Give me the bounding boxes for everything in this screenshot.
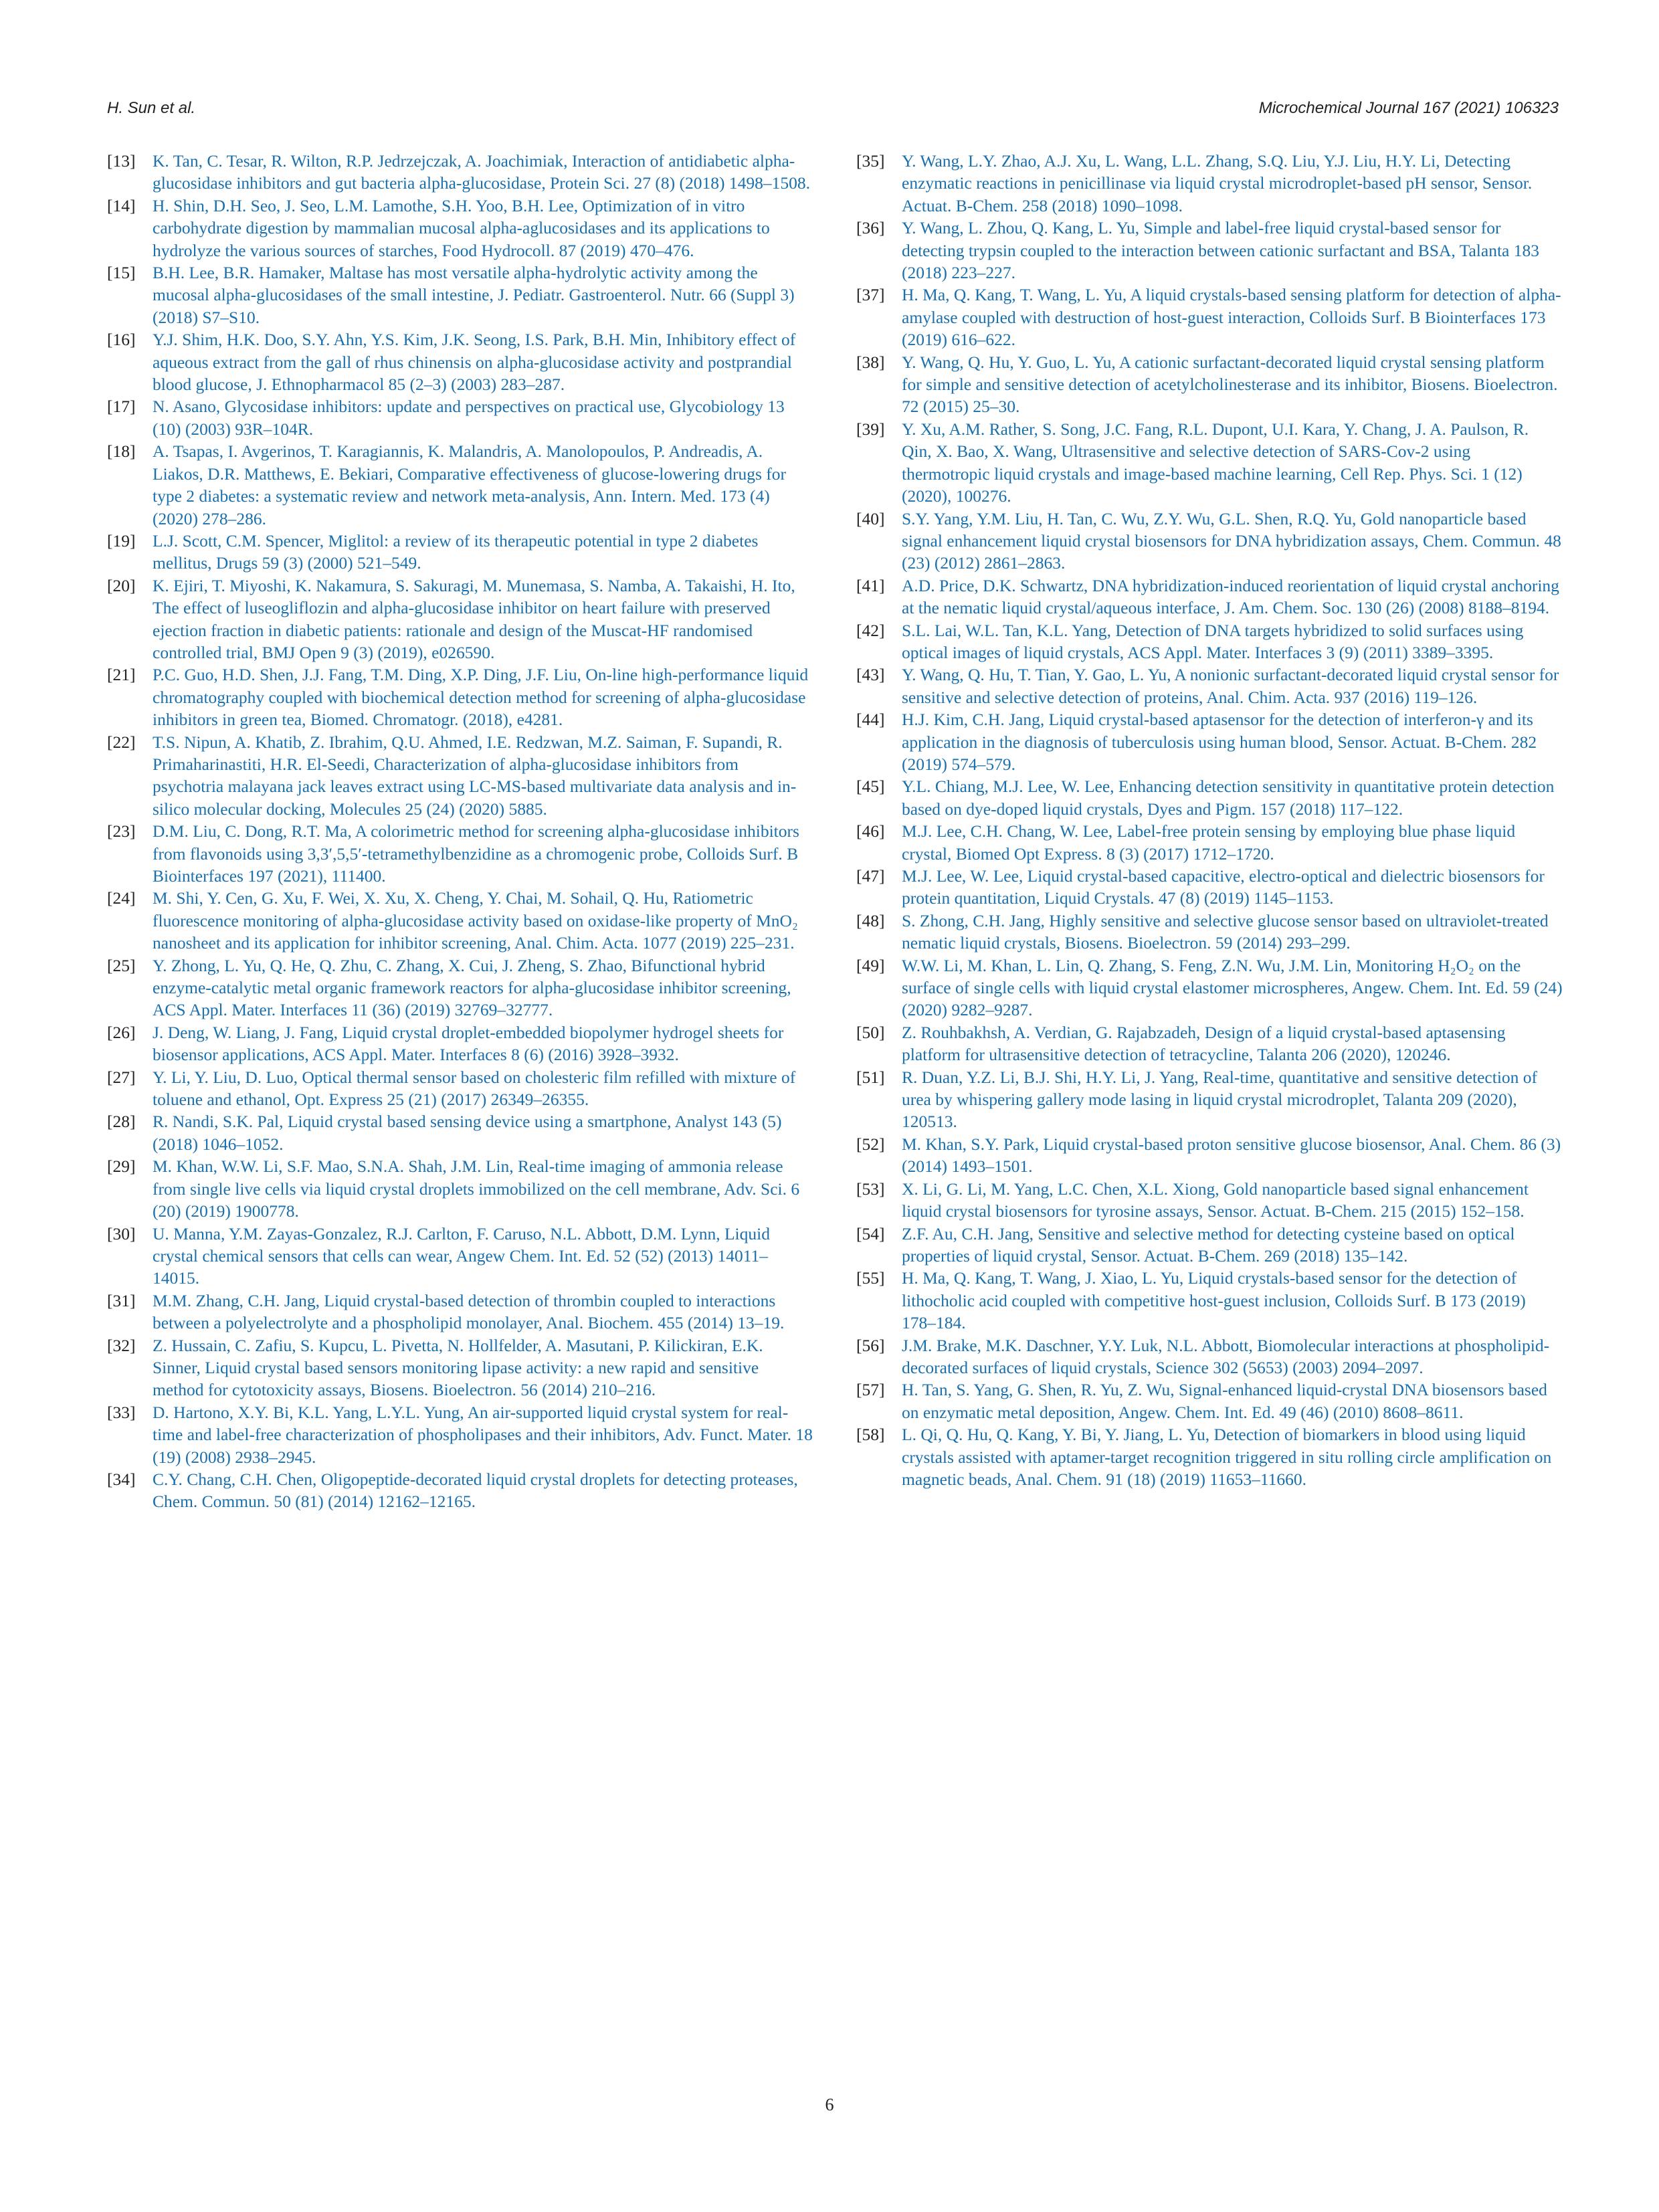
reference-link[interactable]: Z. Rouhbakhsh, A. Verdian, G. Rajabzadeh, Design of a liquid crystal-based aptasensing platform for ultrasensitive detection of tetracycline, Talanta 206 (2020), 120246. — [902, 1022, 1506, 1065]
reference-number: [34] — [107, 1469, 136, 1489]
reference-number: [45] — [856, 777, 885, 797]
reference-number: [43] — [856, 665, 885, 685]
reference-link[interactable]: W.W. Li, M. Khan, L. Lin, Q. Zhang, S. Feng, Z.N. Wu, J.M. Lin, Monitoring H₂O₂ on the surface of single cells with liquid crystal elastomer microspheres, Angew. Chem. Int. Ed. 59 (24) (2020) 9282–9287. — [902, 955, 1563, 1020]
reference-number: [57] — [856, 1380, 885, 1400]
reference-entry — [107, 150, 813, 195]
reference-link[interactable]: J. Deng, W. Liang, J. Fang, Liquid crystal droplet-embedded biopolymer hydrogel sheets for biosensor applications, ACS Appl. Mater. Interfaces 8 (6) (2016) 3928–3932. — [153, 1022, 784, 1065]
reference-link[interactable]: B.H. Lee, B.R. Hamaker, Maltase has most versatile alpha-hydrolytic activity among the mucosal alpha-glucosidases of the small intestine, J. Pediatr. Gastroenterol. Nutr. 66 (Suppl 3) (2018) S7–S10. — [153, 263, 795, 327]
reference-link[interactable]: D.M. Liu, C. Dong, R.T. Ma, A colorimetric method for screening alpha-glucosidase inhibitors from flavonoids using 3,3′,5,5′-tetramethylbenzidine as a chromogenic probe, Colloids Surf. B Biointerfaces 197 (2021), 111400. — [153, 821, 799, 886]
reference-number: [31] — [107, 1290, 136, 1310]
reference-entry — [856, 1423, 1563, 1490]
reference-number: [49] — [856, 955, 885, 975]
reference-link[interactable]: H. Ma, Q. Kang, T. Wang, J. Xiao, L. Yu, Liquid crystals-based sensor for the detection of lithocholic acid coupled with competitive host-guest inclusion, Colloids Surf. B 173 (2019) 178–184. — [902, 1268, 1526, 1333]
reference-link[interactable]: M. Khan, S.Y. Park, Liquid crystal-based proton sensitive glucose biosensor, Anal. Chem. 86 (3) (2014) 1493–1501. — [902, 1134, 1561, 1177]
reference-link[interactable]: Z.F. Au, C.H. Jang, Sensitive and selective method for detecting cysteine based on optical properties of liquid crystal, Sensor. Actuat. B-Chem. 269 (2018) 135–142. — [902, 1223, 1515, 1266]
running-head-authors: H. Sun et al. — [107, 99, 196, 117]
reference-number: [29] — [107, 1157, 136, 1177]
reference-link[interactable]: A.D. Price, D.K. Schwartz, DNA hybridization-induced reorientation of liquid crystal anchoring at the nematic liquid crystal/aqueous interface, J. Am. Chem. Soc. 130 (26) (2008) 8188–8194. — [902, 575, 1559, 618]
reference-entry — [856, 508, 1563, 575]
reference-link[interactable]: N. Asano, Glycosidase inhibitors: update and perspectives on practical use, Glycobiology 13 (10) (2003) 93R–104R. — [153, 397, 785, 439]
reference-number: [50] — [856, 1022, 885, 1042]
reference-number: [14] — [107, 195, 136, 215]
reference-entry — [107, 1155, 813, 1222]
reference-link[interactable]: S.L. Lai, W.L. Tan, K.L. Yang, Detection of DNA targets hybridized to solid surfaces using optical images of liquid crystals, ACS Appl. Mater. Interfaces 3 (9) (2011) 3389–3395. — [902, 620, 1524, 662]
reference-entry — [107, 1110, 813, 1155]
reference-link[interactable]: A. Tsapas, I. Avgerinos, T. Karagiannis, K. Malandris, A. Manolopoulos, P. Andreadis, A. Liakos, D.R. Matthews, E. Bekiari, Comparative effectiveness of glucose-lowering drugs for type 2 diabetes: a systematic review and network meta-analysis, Ann. Intern. Med. 173 (4) (2020) 278–286. — [153, 441, 787, 528]
reference-entry — [856, 910, 1563, 954]
reference-entry — [856, 150, 1563, 217]
reference-entry — [856, 619, 1563, 664]
reference-number: [54] — [856, 1223, 885, 1243]
reference-link[interactable]: X. Li, G. Li, M. Yang, L.C. Chen, X.L. Xiong, Gold nanoparticle based signal enhancement liquid crystal biosensors for tyrosine assays, Sensor. Actuat. B-Chem. 215 (2015) 152–158. — [902, 1179, 1529, 1221]
reference-number: [48] — [856, 910, 885, 930]
reference-entry — [856, 954, 1563, 1021]
reference-entry — [107, 1223, 813, 1290]
reference-entry — [107, 1468, 813, 1513]
reference-number: [58] — [856, 1425, 885, 1445]
reference-number: [35] — [856, 151, 885, 171]
reference-entry — [856, 575, 1563, 619]
reference-entry — [107, 887, 813, 954]
references-right-column — [856, 150, 1563, 1490]
running-head — [107, 99, 1559, 118]
reference-entry — [856, 1334, 1563, 1379]
reference-link[interactable]: L. Qi, Q. Hu, Q. Kang, Y. Bi, Y. Jiang, L. Yu, Detection of biomarkers in blood using liquid crystals assisted with aptamer-target recognition triggered in situ rolling circle amplification on magnetic beads, Anal. Chem. 91 (18) (2019) 11653–11660. — [902, 1425, 1552, 1489]
reference-number: [25] — [107, 955, 136, 975]
reference-number: [46] — [856, 821, 885, 841]
reference-entry — [856, 1223, 1563, 1268]
reference-link[interactable]: H. Ma, Q. Kang, T. Wang, L. Yu, A liquid crystals-based sensing platform for detection of alpha-amylase coupled with destruction of host-guest interaction, Colloids Surf. B Biointerfaces 173 (2019) 616–622. — [902, 285, 1561, 350]
reference-entry — [856, 708, 1563, 775]
reference-link[interactable]: Y. Wang, Q. Hu, T. Tian, Y. Gao, L. Yu, A nonionic surfactant-decorated liquid crystal sensor for sensitive and selective detection of proteins, Anal. Chim. Acta. 937 (2016) 119–126. — [902, 665, 1559, 707]
reference-number: [23] — [107, 821, 136, 841]
reference-entry — [856, 1066, 1563, 1133]
reference-number: [55] — [856, 1268, 885, 1288]
reference-link[interactable]: H.J. Kim, C.H. Jang, Liquid crystal-based aptasensor for the detection of interferon-γ and its application in the diagnosis of tuberculosis using human blood, Sensor. Actuat. B-Chem. 282 (2019) 574–579. — [902, 710, 1537, 774]
reference-number: [33] — [107, 1402, 136, 1422]
reference-entry — [107, 820, 813, 887]
reference-entry — [107, 328, 813, 395]
reference-link[interactable]: J.M. Brake, M.K. Daschner, Y.Y. Luk, N.L. Abbott, Biomolecular interactions at phospholipid-decorated surfaces of liquid crystals, Science 302 (5653) (2003) 2094–2097. — [902, 1335, 1550, 1377]
reference-number: [28] — [107, 1112, 136, 1132]
reference-number: [27] — [107, 1067, 136, 1087]
reference-link[interactable]: Y. Wang, Q. Hu, Y. Guo, L. Yu, A cationic surfactant-decorated liquid crystal sensing platform for simple and sensitive detection of acetylcholinesterase and its inhibitor, Biosens. Bioelectron. 72 (2015) 25–30. — [902, 352, 1558, 417]
reference-entry — [856, 284, 1563, 350]
reference-entry — [107, 1066, 813, 1111]
reference-number: [56] — [856, 1335, 885, 1355]
reference-entry — [107, 664, 813, 730]
running-head-journal: Microchemical Journal 167 (2021) 106323 — [1258, 99, 1559, 117]
reference-link[interactable]: M.J. Lee, C.H. Chang, W. Lee, Label-free protein sensing by employing blue phase liquid crystal, Biomed Opt Express. 8 (3) (2017) 1712–1720. — [902, 821, 1516, 864]
reference-number: [17] — [107, 397, 136, 417]
reference-entry — [107, 575, 813, 664]
reference-link[interactable]: K. Ejiri, T. Miyoshi, K. Nakamura, S. Sakuragi, M. Munemasa, S. Namba, A. Takaishi, H. Ito, The effect of luseogliflozin and alpha-glucosidase inhibitor on heart failure with preserved ejection fraction in diabetic patients: rationale and design of the Muscat-HF randomised controlled trial, BMJ Open 9 (3) (2019), e026590. — [153, 575, 795, 662]
reference-link[interactable]: Y. Wang, L.Y. Zhao, A.J. Xu, L. Wang, L.L. Zhang, S.Q. Liu, Y.J. Liu, H.Y. Li, Detecting enzymatic reactions in penicillinase via liquid crystal microdroplet-based pH sensor, Sensor. Actuat. B-Chem. 258 (2018) 1090–1098. — [902, 151, 1533, 215]
reference-entry — [107, 530, 813, 575]
reference-link[interactable]: M. Khan, W.W. Li, S.F. Mao, S.N.A. Shah, J.M. Lin, Real-time imaging of ammonia release from single live cells via liquid crystal droplets immobilized on the cell membrane, Adv. Sci. 6 (20) (2019) 1900778. — [153, 1157, 800, 1221]
reference-link[interactable]: S. Zhong, C.H. Jang, Highly sensitive and selective glucose sensor based on ultraviolet-treated nematic liquid crystals, Biosens. Bioelectron. 59 (2014) 293–299. — [902, 910, 1549, 953]
reference-entry — [107, 1290, 813, 1334]
reference-number: [22] — [107, 732, 136, 752]
reference-entry — [856, 865, 1563, 910]
reference-number: [52] — [856, 1134, 885, 1154]
reference-entry — [856, 1133, 1563, 1178]
reference-link[interactable]: Y. Li, Y. Liu, D. Luo, Optical thermal sensor based on cholesteric film refilled with mixture of toluene and ethanol, Opt. Express 25 (21) (2017) 26349–26355. — [153, 1067, 796, 1110]
reference-entry — [107, 262, 813, 328]
reference-entry — [856, 418, 1563, 508]
reference-link[interactable]: R. Nandi, S.K. Pal, Liquid crystal based sensing device using a smartphone, Analyst 143 (5) (2018) 1046–1052. — [153, 1112, 782, 1154]
reference-link[interactable]: Y. Wang, L. Zhou, Q. Kang, L. Yu, Simple and label-free liquid crystal-based sensor for detecting trypsin coupled to the interaction between cationic surfactant and BSA, Talanta 183 (2018) 223–227. — [902, 218, 1539, 283]
reference-number: [18] — [107, 441, 136, 462]
reference-number: [42] — [856, 620, 885, 640]
reference-number: [47] — [856, 866, 885, 886]
reference-link[interactable]: P.C. Guo, H.D. Shen, J.J. Fang, T.M. Ding, X.P. Ding, J.F. Liu, On-line high-performance liquid chromatography coupled with biochemical detection method for screening of alpha-glucosidase inhibitors in green tea, Biomed. Chromatogr. (2018), e4281. — [153, 665, 809, 730]
reference-number: [19] — [107, 530, 136, 550]
reference-number: [51] — [856, 1067, 885, 1087]
reference-number: [40] — [856, 508, 885, 528]
reference-entry — [107, 954, 813, 1021]
reference-number: [21] — [107, 665, 136, 685]
reference-link[interactable]: Z. Hussain, C. Zafiu, S. Kupcu, L. Pivetta, N. Hollfelder, A. Masutani, P. Kilickiran, E.K. Sinner, Liquid crystal based sensors monitoring lipase activity: a new rapid and sensitive method for cytotoxicity assays, Biosens. Bioelectron. 56 (2014) 210–216. — [153, 1335, 763, 1400]
reference-link[interactable]: D. Hartono, X.Y. Bi, K.L. Yang, L.Y.L. Yung, An air-supported liquid crystal system for real-time and label-free characterization of phospholipases and their inhibitors, Adv. Funct. Mater. 18 (19) (2008) 2938–2945. — [153, 1402, 813, 1467]
reference-entry — [107, 395, 813, 440]
reference-link[interactable]: Y.J. Shim, H.K. Doo, S.Y. Ahn, Y.S. Kim, J.K. Seong, I.S. Park, B.H. Min, Inhibitory effect of aqueous extract from the gall of rhus chinensis on alpha-glucosidase activity and postprandial blood glucose, J. Ethnopharmacol 85 (2–3) (2003) 283–287. — [153, 330, 796, 395]
reference-link[interactable]: T.S. Nipun, A. Khatib, Z. Ibrahim, Q.U. Ahmed, I.E. Redzwan, M.Z. Saiman, F. Supandi, R. Primaharinastiti, H.R. El-Seedi, Characterization of alpha-glucosidase inhibitors from psychotria malayana jack leaves extract using LC-MS-based multivariate data analysis and in-silico molecular docking, Molecules 25 (24) (2020) 5885. — [153, 732, 797, 819]
reference-entry — [856, 775, 1563, 820]
reference-link[interactable]: K. Tan, C. Tesar, R. Wilton, R.P. Jedrzejczak, A. Joachimiak, Interaction of antidiabetic alpha-glucosidase inhibitors and gut bacteria alpha-glucosidase, Protein Sci. 27 (8) (2018) 1498–1508. — [153, 151, 810, 193]
page-number: 6 — [825, 2095, 834, 2114]
reference-link[interactable]: R. Duan, Y.Z. Li, B.J. Shi, H.Y. Li, J. Yang, Real-time, quantitative and sensitive detection of urea by whispering gallery mode lasing in liquid crystal microdroplet, Talanta 209 (2020), 120513. — [902, 1067, 1538, 1132]
reference-entry — [107, 1334, 813, 1401]
reference-number: [32] — [107, 1335, 136, 1355]
reference-entry — [856, 351, 1563, 418]
reference-entry — [107, 731, 813, 821]
reference-link[interactable]: M.M. Zhang, C.H. Jang, Liquid crystal-based detection of thrombin coupled to interactions between a polyelectrolyte and a phospholipid monolayer, Anal. Biochem. 455 (2014) 13–19. — [153, 1290, 785, 1333]
reference-number: [38] — [856, 352, 885, 372]
reference-entry — [107, 440, 813, 530]
reference-number: [37] — [856, 285, 885, 305]
reference-number: [13] — [107, 151, 136, 171]
reference-number: [30] — [107, 1223, 136, 1243]
reference-number: [41] — [856, 575, 885, 595]
reference-entry — [107, 1401, 813, 1468]
reference-entry — [107, 1021, 813, 1066]
reference-link[interactable]: M. Shi, Y. Cen, G. Xu, F. Wei, X. Xu, X. Cheng, Y. Chai, M. Sohail, Q. Hu, Ratiometric fluorescence monitoring of alpha-glucosidase activity based on oxidase-like property of MnO₂ nanosheet and its application for inhibitor screening, Anal. Chim. Acta. 1077 (2019) 225–231. — [153, 888, 798, 953]
reference-link[interactable]: L.J. Scott, C.M. Spencer, Miglitol: a review of its therapeutic potential in type 2 diabetes mellitus, Drugs 59 (3) (2000) 521–549. — [153, 530, 759, 573]
reference-number: [44] — [856, 710, 885, 730]
reference-link[interactable]: H. Tan, S. Yang, G. Shen, R. Yu, Z. Wu, Signal-enhanced liquid-crystal DNA biosensors based on enzymatic metal deposition, Angew. Chem. Int. Ed. 49 (46) (2010) 8608–8611. — [902, 1380, 1547, 1422]
reference-link[interactable]: C.Y. Chang, C.H. Chen, Oligopeptide-decorated liquid crystal droplets for detecting proteases, Chem. Commun. 50 (81) (2014) 12162–12165. — [153, 1469, 798, 1512]
reference-number: [15] — [107, 263, 136, 283]
reference-entry — [856, 820, 1563, 865]
reference-entry — [856, 1379, 1563, 1423]
reference-entry — [856, 1267, 1563, 1334]
reference-entry — [856, 1021, 1563, 1066]
reference-number: [53] — [856, 1179, 885, 1199]
reference-number: [16] — [107, 330, 136, 350]
reference-entry — [856, 1178, 1563, 1223]
reference-entry — [856, 664, 1563, 708]
reference-link[interactable]: S.Y. Yang, Y.M. Liu, H. Tan, C. Wu, Z.Y. Wu, G.L. Shen, R.Q. Yu, Gold nanoparticle based signal enhancement liquid crystal biosensors for DNA hybridization assays, Chem. Commun. 48 (23) (2012) 2861–2863. — [902, 508, 1561, 573]
reference-link[interactable]: Y.L. Chiang, M.J. Lee, W. Lee, Enhancing detection sensitivity in quantitative protein detection based on dye-doped liquid crystals, Dyes and Pigm. 157 (2018) 117–122. — [902, 777, 1555, 819]
reference-link[interactable]: M.J. Lee, W. Lee, Liquid crystal-based capacitive, electro-optical and dielectric biosensors for protein quantitation, Liquid Crystals. 47 (8) (2019) 1145–1153. — [902, 866, 1545, 908]
reference-link[interactable]: U. Manna, Y.M. Zayas-Gonzalez, R.J. Carlton, F. Caruso, N.L. Abbott, D.M. Lynn, Liquid crystal chemical sensors that cells can wear, Angew Chem. Int. Ed. 52 (52) (2013) 14011–14015. — [153, 1223, 770, 1288]
reference-number: [26] — [107, 1022, 136, 1042]
references-left-column — [107, 150, 813, 1513]
reference-link[interactable]: Y. Xu, A.M. Rather, S. Song, J.C. Fang, R.L. Dupont, U.I. Kara, Y. Chang, J. A. Paulson, R. Qin, X. Bao, X. Wang, Ultrasensitive and selective detection of SARS-Cov-2 using thermotropic liquid crystals and image-based machine learning, Cell Rep. Phys. Sci. 1 (12) (2020), 100276. — [902, 419, 1529, 506]
reference-entry — [856, 217, 1563, 284]
reference-number: [20] — [107, 575, 136, 595]
reference-number: [39] — [856, 419, 885, 439]
reference-link[interactable]: Y. Zhong, L. Yu, Q. He, Q. Zhu, C. Zhang, X. Cui, J. Zheng, S. Zhao, Bifunctional hybrid enzyme-catalytic metal organic framework reactors for alpha-glucosidase inhibitor screening, ACS Appl. Mater. Interfaces 11 (36) (2019) 32769–32777. — [153, 955, 791, 1020]
reference-number: [24] — [107, 888, 136, 908]
reference-number: [36] — [856, 218, 885, 238]
reference-link[interactable]: H. Shin, D.H. Seo, J. Seo, L.M. Lamothe, S.H. Yoo, B.H. Lee, Optimization of in vitro carbohydrate digestion by mammalian mucosal alpha-aglucosidases and its applications to hydrolyze the various sources of starches, Food Hydrocoll. 87 (2019) 470–476. — [153, 195, 770, 260]
reference-entry — [107, 195, 813, 262]
